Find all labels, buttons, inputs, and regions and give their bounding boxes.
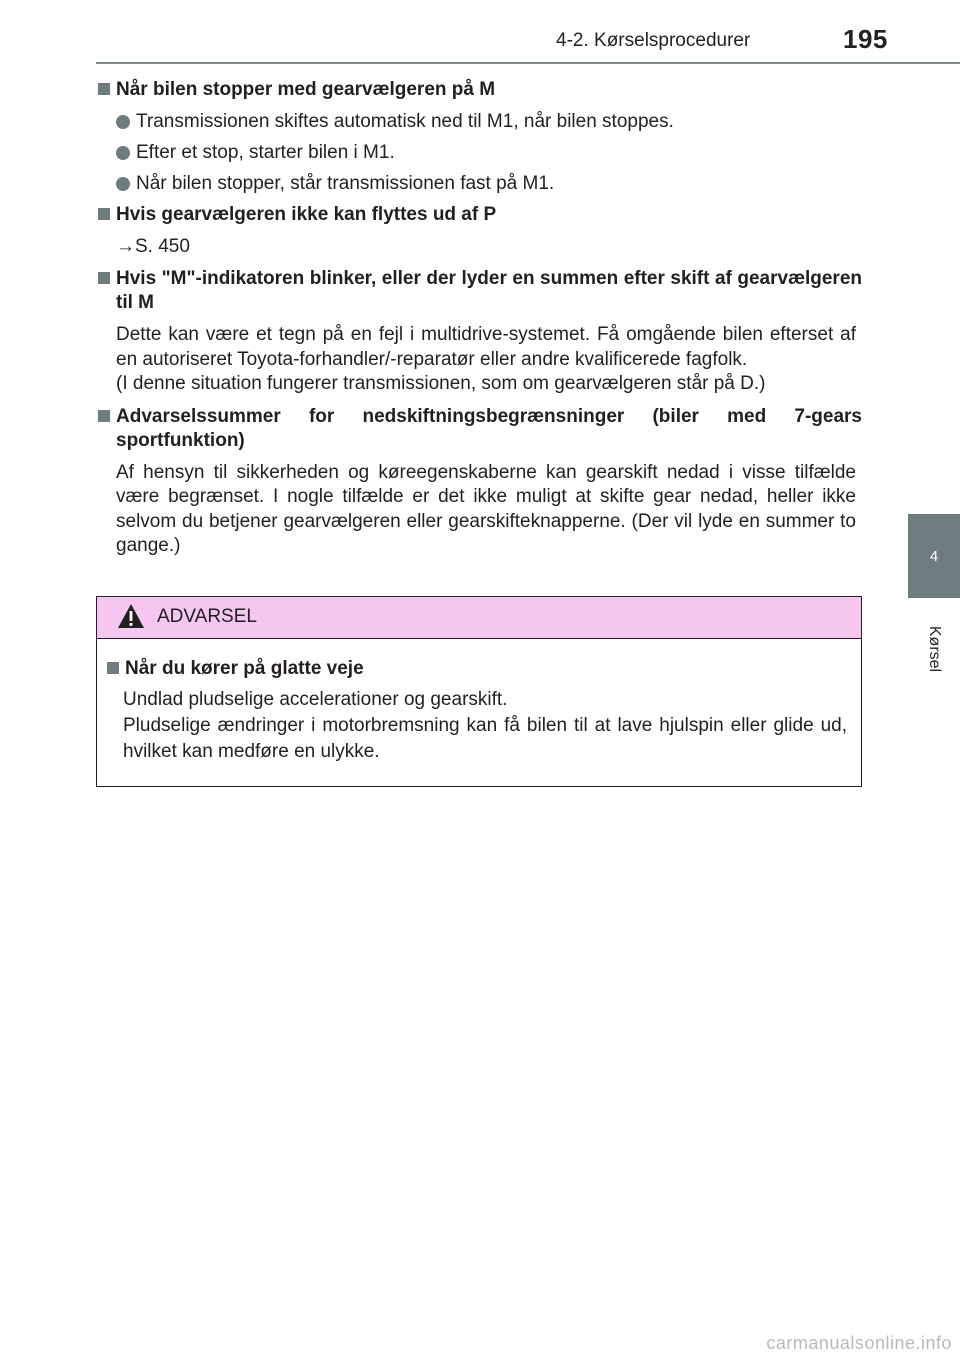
square-bullet-icon: [98, 208, 110, 220]
square-bullet-icon: [98, 410, 110, 422]
circle-bullet-icon: [116, 146, 130, 160]
square-bullet-icon: [98, 272, 110, 284]
warning-text: Undlad pludselige accelerationer og gearskift. Pludselige ændringer i motorbremsning kan få bilen til at lave hjulspin eller glide ud, hvilket kan medføre en ulykke.: [123, 689, 847, 762]
section-title: 4-2. Kørselsprocedurer: [556, 30, 751, 51]
square-bullet-icon: [98, 83, 110, 95]
chapter-number: 4: [929, 547, 939, 565]
warning-triangle-icon: [117, 603, 145, 629]
paragraph: Af hensyn til sikkerheden og køreegenskaberne kan gearskift nedad i visse tilfælde være begrænset. I nogle tilfælde er det ikke muligt at skifte gear nedad, heller ikke selvom du betjener gearvælgeren eller gearskifteknapperne. (Der vil lyde en summer to gange.): [116, 461, 856, 556]
circle-bullet-icon: [116, 115, 130, 129]
list-item: Efter et stop, starter bilen i M1.: [96, 141, 862, 165]
square-bullet-icon: [107, 662, 119, 674]
page-number: 195: [843, 24, 888, 54]
warning-body: [97, 639, 861, 765]
warning-heading: Når du kører på glatte veje: [105, 657, 847, 681]
section-heading: Når bilen stopper med gearvælgeren på M: [96, 78, 862, 102]
section-heading: Advarselssummer for nedskiftningsbegrænsninger (biler med 7-gears sportfunktion): [96, 405, 862, 453]
warning-box: [96, 596, 862, 787]
chapter-label: Kørsel: [926, 625, 943, 673]
circle-bullet-icon: [116, 177, 130, 191]
header-divider: [96, 62, 960, 64]
page-reference-link[interactable]: →S. 450: [116, 236, 190, 257]
list-item: Transmissionen skiftes automatisk ned til M1, når bilen stoppes.: [96, 110, 862, 134]
main-content: [96, 78, 862, 567]
paragraph: Dette kan være et tegn på en fejl i multidrive-systemet. Få omgående bilen efterset af en autoriseret Toyota-forhandler/-reparatør eller andre kvalificerede fagfolk. (I denne situation fungerer transmissionen, som om gearvælgeren står på D.): [116, 324, 856, 394]
watermark: carmanualsonline.info: [766, 1333, 952, 1353]
list-item: Når bilen stopper, står transmissionen fast på M1.: [96, 172, 862, 196]
section-heading: Hvis gearvælgeren ikke kan flyttes ud af P: [96, 203, 862, 227]
warning-header: [97, 597, 861, 639]
warning-title: ADVARSEL: [157, 606, 257, 627]
section-heading: Hvis "M"-indikatoren blinker, eller der lyder en summen efter skift af gearvælgeren til M: [96, 267, 862, 315]
chapter-tab[interactable]: [908, 514, 960, 598]
page-header: [0, 0, 960, 66]
